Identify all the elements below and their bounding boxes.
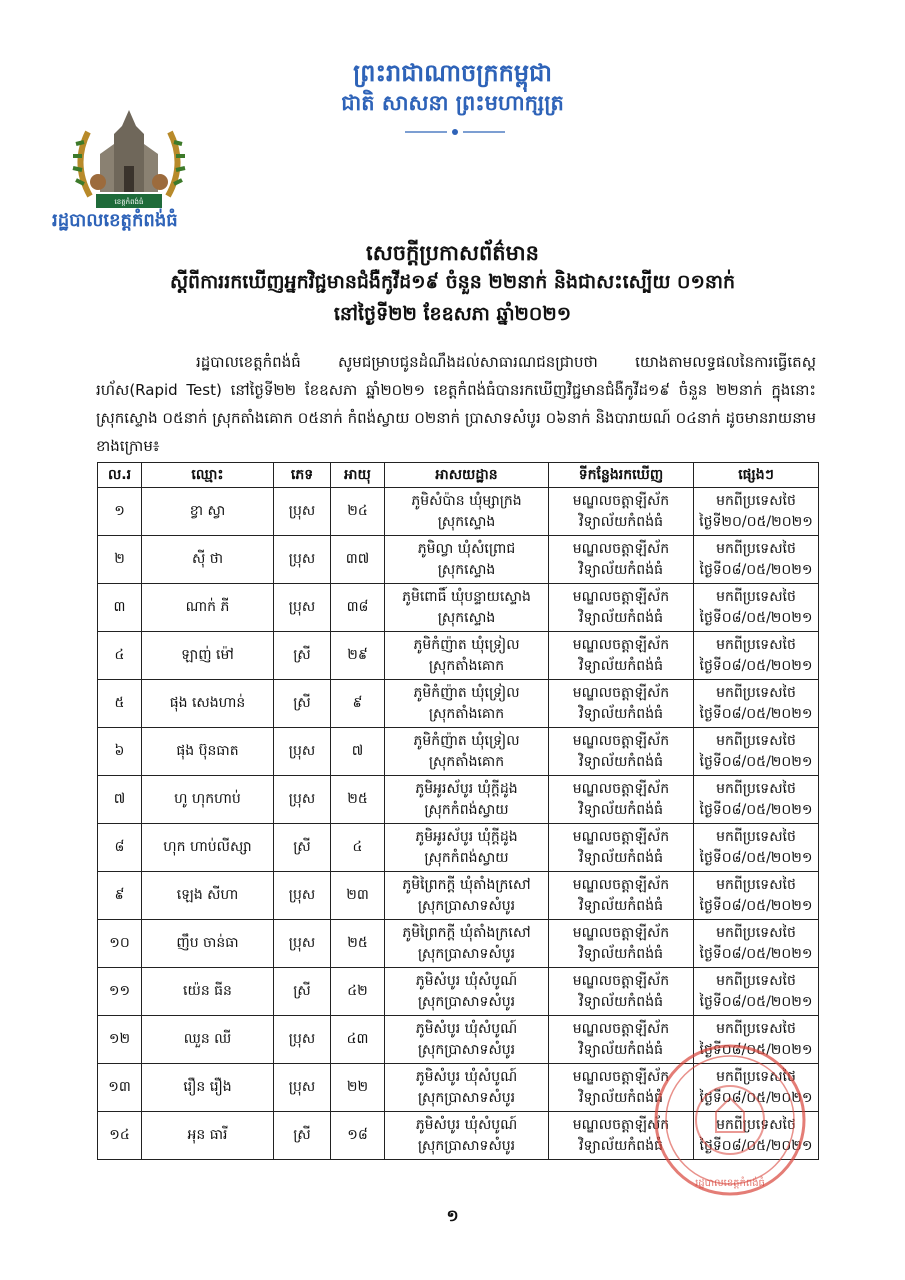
- cell-no-text: ៣: [113, 599, 126, 615]
- cell-note-text: មកពីប្រទេសថៃ: [716, 924, 796, 941]
- cell-address-text: ស្រុកតាំងគោក: [428, 705, 505, 722]
- cell-place-text: មណ្ឌលចត្តាឡីស័ក: [572, 732, 670, 749]
- cell-place-text: វិទ្យាល័យកំពង់ធំ: [579, 513, 663, 530]
- cell-address-text: ភូមិល្វា ឃុំសំព្រោជ: [417, 540, 516, 557]
- cell-place-text: វិទ្យាល័យកំពង់ធំ: [579, 945, 663, 962]
- cell-age-text: ៤៣: [346, 1031, 369, 1047]
- cell-address-text: ស្រុកស្ទោង: [437, 513, 496, 530]
- cell-note-text: ថ្ងៃទី០៨/០៥/២០២១: [699, 609, 813, 626]
- cell-age-text: ២៣: [346, 887, 369, 903]
- col-header-name: ឈ្មោះ: [142, 463, 274, 488]
- cell-age-text: ២៩: [347, 647, 368, 663]
- province-logo-icon: [70, 104, 188, 216]
- cell-address-text: ស្រុកប្រាសាទសំបូរ: [417, 897, 516, 914]
- table-row: [98, 488, 819, 536]
- cell-name-text: ហុក ហាប់លីស្សា: [163, 839, 252, 855]
- cell-no: [98, 1112, 142, 1160]
- cell-place: [549, 824, 694, 872]
- cell-address-text: ភូមិកំញ៉ាត ឃុំទ្រៀល: [413, 684, 520, 701]
- cell-age-text: ២៥: [347, 791, 368, 807]
- cell-name-text: ផុង ប៊ុនធាត: [176, 743, 239, 759]
- cell-name-text: អុន ធារី: [187, 1127, 228, 1143]
- cell-sex-text: ស្រី: [293, 983, 311, 999]
- official-stamp-icon: [650, 1040, 810, 1200]
- cell-place-text: មណ្ឌលចត្តាឡីស័ក: [572, 780, 670, 797]
- cell-place-text: វិទ្យាល័យកំពង់ធំ: [579, 753, 663, 770]
- cell-note-text: ថ្ងៃទី០៨/០៥/២០២១: [699, 849, 813, 866]
- cell-name-text: ឡាញ់ ម៉ៅ: [181, 647, 234, 663]
- cell-no: [98, 1016, 142, 1064]
- logo-caption: ខេត្តកំពង់ធំ: [114, 198, 144, 206]
- cell-no-text: ៦: [114, 743, 125, 759]
- cell-address: [385, 488, 549, 536]
- cell-sex-text: ប្រុស: [288, 935, 316, 951]
- stamp-text: រដ្ឋបាលខេត្តកំពង់ធំ: [695, 1178, 765, 1189]
- cell-sex: [274, 632, 331, 680]
- announcement-subtitle: ស្តីពីការរកឃើញអ្នកវិជ្ជមានជំងឺកូវីដ១៩ ចំនួន ២២នាក់ និងជាសះស្បើយ ០១នាក់: [169, 271, 736, 293]
- cell-place-text: មណ្ឌលចត្តាឡីស័ក: [572, 636, 670, 653]
- cell-address-text: ភូមិអូរស័បូរ ឃុំក្តីដូង: [415, 780, 518, 797]
- cell-no-text: ១៤: [109, 1127, 130, 1143]
- cell-note-text: មកពីប្រទេសថៃ: [716, 636, 796, 653]
- cell-address: [385, 1064, 549, 1112]
- cell-address-text: ស្រុកប្រាសាទសំបូរ: [417, 1041, 516, 1058]
- cell-name: [142, 872, 274, 920]
- cell-name-text: ឡេង សីហា: [176, 887, 239, 903]
- cell-address: [385, 776, 549, 824]
- cell-note-text: មកពីប្រទេសថៃ: [716, 780, 796, 797]
- cell-sex: [274, 680, 331, 728]
- cell-sex: [274, 872, 331, 920]
- cell-no-text: ១១: [108, 983, 131, 999]
- cell-sex-text: ស្រី: [293, 695, 311, 711]
- cell-place: [549, 584, 694, 632]
- cell-address-text: ភូមិសំបូរ ឃុំសំបូណ៍: [415, 1068, 518, 1085]
- cell-place-text: មណ្ឌលចត្តាឡីស័ក: [572, 1116, 670, 1133]
- cell-address-text: ភូមិអូរស័បូរ ឃុំក្តីដូង: [415, 828, 518, 845]
- cell-note-text: ថ្ងៃទី០៨/០៥/២០២១: [699, 657, 813, 674]
- cell-no-text: ៤: [114, 647, 125, 663]
- cell-note: [694, 920, 819, 968]
- cell-no: [98, 584, 142, 632]
- cell-name-text: ញឹប ចាន់ធា: [176, 935, 239, 951]
- cell-place-text: វិទ្យាល័យកំពង់ធំ: [579, 849, 663, 866]
- cell-age: [331, 1016, 385, 1064]
- cell-sex-text: ប្រុស: [288, 887, 316, 903]
- cell-age: [331, 1112, 385, 1160]
- cell-no: [98, 872, 142, 920]
- cell-address: [385, 632, 549, 680]
- cell-name: [142, 1064, 274, 1112]
- cell-address: [385, 872, 549, 920]
- cell-no: [98, 632, 142, 680]
- cell-note: [694, 968, 819, 1016]
- cell-no-text: ៨: [114, 839, 125, 855]
- cell-name-text: ហូ ហុកហាប់: [174, 791, 241, 807]
- cell-name: [142, 680, 274, 728]
- cell-address: [385, 728, 549, 776]
- col-header-note: ផ្សេងៗ: [694, 463, 819, 488]
- cell-age-text: ២២: [346, 1079, 369, 1095]
- cell-note: [694, 632, 819, 680]
- cell-age: [331, 872, 385, 920]
- cell-address-text: ភូមិសំបូរ ឃុំសំបូណ៍: [415, 1116, 518, 1133]
- cell-address-text: ភូមិកំញ៉ាត ឃុំទ្រៀល: [413, 636, 520, 653]
- cell-name: [142, 728, 274, 776]
- cell-no-text: ៩: [114, 887, 125, 903]
- cell-sex: [274, 824, 331, 872]
- cell-age-text: ៧: [351, 743, 364, 759]
- cell-sex-text: ប្រុស: [288, 1079, 316, 1095]
- cell-note-text: ថ្ងៃទី២០/០៥/២០២១: [699, 513, 813, 530]
- cell-sex-text: ស្រី: [293, 839, 311, 855]
- cell-sex: [274, 968, 331, 1016]
- cell-name: [142, 824, 274, 872]
- cell-sex: [274, 1112, 331, 1160]
- cell-sex: [274, 776, 331, 824]
- cell-place-text: មណ្ឌលចត្តាឡីស័ក: [572, 972, 670, 989]
- cell-note: [694, 824, 819, 872]
- cell-note-text: ថ្ងៃទី០៨/០៥/២០២១: [699, 801, 813, 818]
- cell-name: [142, 968, 274, 1016]
- cell-no: [98, 1064, 142, 1112]
- cell-note-text: ថ្ងៃទី០៨/០៥/២០២១: [699, 753, 813, 770]
- cell-address: [385, 920, 549, 968]
- cell-place-text: មណ្ឌលចត្តាឡីស័ក: [572, 876, 670, 893]
- cell-age-text: ៣៨: [346, 599, 369, 615]
- cell-note-text: ថ្ងៃទី០៨/០៥/២០២១: [699, 897, 813, 914]
- cell-place: [549, 920, 694, 968]
- cell-address-text: ភូមិពោធិ៍ ឃុំបន្ទាយស្ទោង: [402, 588, 531, 605]
- cell-place-text: វិទ្យាល័យកំពង់ធំ: [579, 705, 663, 722]
- cell-no-text: ១៣: [108, 1079, 131, 1095]
- cell-note-text: ថ្ងៃទី០៨/០៥/២០២១: [699, 561, 813, 578]
- cell-address-text: ភូមិកំញ៉ាត ឃុំទ្រៀល: [413, 732, 520, 749]
- cell-place: [549, 488, 694, 536]
- cell-no-text: ៧: [113, 791, 126, 807]
- table-row: [98, 968, 819, 1016]
- cell-sex-text: ប្រុស: [288, 743, 316, 759]
- cell-note-text: មកពីប្រទេសថៃ: [716, 972, 796, 989]
- cell-address: [385, 968, 549, 1016]
- cell-sex: [274, 1064, 331, 1112]
- cell-sex-text: ប្រុស: [288, 599, 316, 615]
- cell-place: [549, 536, 694, 584]
- cell-no-text: ១: [114, 503, 125, 519]
- cell-address: [385, 824, 549, 872]
- cell-note: [694, 728, 819, 776]
- table-row: [98, 824, 819, 872]
- cell-place-text: វិទ្យាល័យកំពង់ធំ: [579, 561, 663, 578]
- cell-address-text: ភូមិសំបូរ ឃុំសំបូណ៍: [415, 1020, 518, 1037]
- cell-place: [549, 968, 694, 1016]
- cell-name: [142, 536, 274, 584]
- cell-note-text: មកពីប្រទេសថៃ: [716, 828, 796, 845]
- cell-name-text: ឈួន ឈី: [183, 1031, 232, 1047]
- cell-no: [98, 776, 142, 824]
- cell-name-text: ណាក់ ភី: [185, 599, 230, 615]
- cell-place-text: មណ្ឌលចត្តាឡីស័ក: [572, 924, 670, 941]
- announcement-date: នៅថ្ងៃទី២២ ខែឧសភា ឆ្នាំ២០២១: [333, 303, 572, 325]
- cell-name-text: ស៊ី ថា: [191, 551, 224, 567]
- cell-note-text: មកពីប្រទេសថៃ: [716, 684, 796, 701]
- cell-place-text: មណ្ឌលចត្តាឡីស័ក: [572, 492, 670, 509]
- cell-sex-text: ស្រី: [293, 647, 311, 663]
- cell-place: [549, 680, 694, 728]
- cell-age-text: ៤: [352, 839, 363, 855]
- cell-age-text: ២៤: [347, 503, 368, 519]
- cell-age: [331, 536, 385, 584]
- cell-place-text: មណ្ឌលចត្តាឡីស័ក: [572, 684, 670, 701]
- table-row: [98, 536, 819, 584]
- cell-note-text: មកពីប្រទេសថៃ: [716, 1116, 796, 1133]
- cell-place-text: មណ្ឌលចត្តាឡីស័ក: [572, 1068, 670, 1085]
- cell-age-text: ៩: [352, 695, 363, 711]
- table-row: [98, 680, 819, 728]
- cell-note-text: ថ្ងៃទី០៨/០៥/២០២១: [699, 1089, 813, 1106]
- ornament-divider: [405, 128, 505, 136]
- cell-no: [98, 968, 142, 1016]
- cell-name: [142, 1112, 274, 1160]
- cell-place-text: វិទ្យាល័យកំពង់ធំ: [579, 897, 663, 914]
- cell-no-text: ១០: [109, 935, 130, 951]
- cell-place-text: មណ្ឌលចត្តាឡីស័ក: [572, 828, 670, 845]
- cell-sex: [274, 728, 331, 776]
- cell-address-text: ស្រុកតាំងគោក: [428, 753, 505, 770]
- col-header-address: អាសយដ្ឋាន: [385, 463, 549, 488]
- cell-address: [385, 1016, 549, 1064]
- cell-note: [694, 488, 819, 536]
- cell-name: [142, 1016, 274, 1064]
- cell-note-text: មកពីប្រទេសថៃ: [716, 492, 796, 509]
- page-number: ១: [446, 1206, 459, 1225]
- cell-age: [331, 488, 385, 536]
- cell-note-text: ថ្ងៃទី០៨/០៥/២០២១: [699, 1041, 813, 1058]
- col-header-age: អាយុ: [331, 463, 385, 488]
- table-row: [98, 920, 819, 968]
- col-header-sex: ភេទ: [274, 463, 331, 488]
- cell-note: [694, 584, 819, 632]
- cell-no: [98, 728, 142, 776]
- cell-no-text: ១២: [108, 1031, 131, 1047]
- col-header-place: ទីកន្លែងរកឃើញ: [549, 463, 694, 488]
- cell-age-text: ៣៧: [345, 551, 370, 567]
- cell-note: [694, 536, 819, 584]
- kingdom-heading: ព្រះរាជាណាចក្រកម្ពុជា: [353, 59, 552, 87]
- cell-no: [98, 536, 142, 584]
- cell-address-text: ស្រុកកំពង់ស្វាយ: [424, 801, 509, 818]
- cell-sex: [274, 1016, 331, 1064]
- cell-name: [142, 632, 274, 680]
- cell-age: [331, 584, 385, 632]
- cell-address-text: ស្រុកស្ទោង: [437, 609, 496, 626]
- cell-place: [549, 776, 694, 824]
- cell-no: [98, 680, 142, 728]
- cell-sex: [274, 584, 331, 632]
- cell-address-text: ស្រុកតាំងគោក: [428, 657, 505, 674]
- cell-note-text: មកពីប្រទេសថៃ: [716, 588, 796, 605]
- cell-place-text: វិទ្យាល័យកំពង់ធំ: [579, 1137, 663, 1154]
- table-row: [98, 872, 819, 920]
- cell-place-text: មណ្ឌលចត្តាឡីស័ក: [572, 1020, 670, 1037]
- cell-place: [549, 632, 694, 680]
- cell-no: [98, 920, 142, 968]
- cell-place-text: វិទ្យាល័យកំពង់ធំ: [579, 993, 663, 1010]
- announcement-body: រដ្ឋបាលខេត្តកំពង់ធំ សូមជម្រាបជូនដំណឹងដល់សាធារណជនជ្រាបថា យោងតាមលទ្ធផលនៃការធ្វើតេស្តរហ័ស(Rapid Test) នៅថ្ងៃទី២២ ខែឧសភា ឆ្នាំ២០២១ ខេត្តកំពង់ធំបានរកឃើញវិជ្ជមានជំងឺកូវីដ១៩ ចំនួន ២២នាក់ ក្នុងនោះ ស្រុកស្ទោង ០៥នាក់ ស្រុកតាំងគោក ០៥នាក់ កំពង់ស្វាយ ០២នាក់ ប្រាសាទសំបូរ ០៦នាក់ និងបារាយណ៍ ០៤នាក់ ដូចមានរាយនាមខាងក្រោម៖: [96, 353, 816, 455]
- cell-age: [331, 728, 385, 776]
- cell-address-text: ភូមិព្រៃកក្តី ឃុំតាំងក្រសៅ: [402, 876, 531, 893]
- cell-address-text: ស្រុកប្រាសាទសំបូរ: [417, 945, 516, 962]
- table-row: [98, 776, 819, 824]
- cell-name: [142, 584, 274, 632]
- cell-note-text: មកពីប្រទេសថៃ: [716, 1020, 796, 1037]
- cell-name: [142, 920, 274, 968]
- cell-no: [98, 488, 142, 536]
- cell-note: [694, 680, 819, 728]
- cell-note: [694, 776, 819, 824]
- cell-note-text: ថ្ងៃទី០៨/០៥/២០២១: [699, 705, 813, 722]
- cell-address-text: ភូមិសំបូរ ឃុំសំបូណ៍: [415, 972, 518, 989]
- table-header-row: [98, 463, 819, 488]
- cell-address-text: ស្រុកប្រាសាទសំបូរ: [417, 1089, 516, 1106]
- cell-sex-text: ប្រុស: [288, 503, 316, 519]
- cell-address: [385, 536, 549, 584]
- col-header-no: ល.រ: [98, 463, 142, 488]
- cell-place-text: វិទ្យាល័យកំពង់ធំ: [579, 609, 663, 626]
- cell-name-text: ផុង សេងហាន់: [169, 695, 246, 711]
- cell-sex: [274, 920, 331, 968]
- cell-sex-text: ប្រុស: [288, 1031, 316, 1047]
- cell-no-text: ២: [114, 551, 125, 567]
- cell-place-text: វិទ្យាល័យកំពង់ធំ: [579, 801, 663, 818]
- cell-name: [142, 488, 274, 536]
- cell-place-text: វិទ្យាល័យកំពង់ធំ: [579, 1089, 663, 1106]
- cell-note-text: មកពីប្រទេសថៃ: [716, 876, 796, 893]
- cell-note-text: មកពីប្រទេសថៃ: [716, 1068, 796, 1085]
- cell-name-text: រឿន រឿង: [183, 1079, 232, 1095]
- cell-note-text: ថ្ងៃទី០៨/០៥/២០២១: [699, 945, 813, 962]
- cell-age: [331, 824, 385, 872]
- cell-age: [331, 632, 385, 680]
- cell-note-text: មកពីប្រទេសថៃ: [716, 732, 796, 749]
- cell-note-text: ថ្ងៃទី០៨/០៥/២០២១: [699, 993, 813, 1010]
- cell-age-text: ១៨: [347, 1127, 368, 1143]
- province-admin-label: រដ្ឋបាលខេត្តកំពង់ធំ: [52, 210, 178, 231]
- cell-age: [331, 920, 385, 968]
- cell-name: [142, 776, 274, 824]
- cell-place-text: មណ្ឌលចត្តាឡីស័ក: [572, 540, 670, 557]
- cell-age: [331, 1064, 385, 1112]
- cell-address-text: ស្រុកកំពង់ស្វាយ: [424, 849, 509, 866]
- cell-address-text: ស្រុកប្រាសាទសំបូរ: [417, 993, 516, 1010]
- cell-address: [385, 1112, 549, 1160]
- table-row: [98, 632, 819, 680]
- cell-sex-text: ស្រី: [293, 1127, 311, 1143]
- cell-sex: [274, 536, 331, 584]
- cell-age: [331, 776, 385, 824]
- cell-sex: [274, 488, 331, 536]
- cell-place: [549, 728, 694, 776]
- cell-place-text: វិទ្យាល័យកំពង់ធំ: [579, 657, 663, 674]
- cell-note-text: មកពីប្រទេសថៃ: [716, 540, 796, 557]
- cell-name-text: ខ្វា ស្វា: [189, 503, 226, 519]
- table-row: [98, 584, 819, 632]
- cell-address: [385, 680, 549, 728]
- cell-address-text: ភូមិសំប៉ាន ឃុំម្សាក្រង: [411, 492, 522, 509]
- cell-age: [331, 680, 385, 728]
- table-row: [98, 728, 819, 776]
- cell-note-text: ថ្ងៃទី០៨/០៥/២០២១: [699, 1137, 813, 1154]
- cell-sex-text: ប្រុស: [288, 551, 316, 567]
- national-motto: ជាតិ សាសនា ព្រះមហាក្សត្រ: [341, 91, 564, 115]
- cell-no: [98, 824, 142, 872]
- cell-address-text: ភូមិព្រៃកក្តី ឃុំតាំងក្រសៅ: [402, 924, 531, 941]
- cell-age-text: ៤២: [347, 983, 368, 999]
- cell-sex-text: ប្រុស: [288, 791, 316, 807]
- cell-name-text: យ៉េន ធីន: [183, 983, 232, 999]
- cell-address-text: ស្រុកស្ទោង: [437, 561, 496, 578]
- cell-address: [385, 584, 549, 632]
- cell-age-text: ២៥: [347, 935, 368, 951]
- cell-no-text: ៥: [114, 695, 125, 711]
- cell-place-text: វិទ្យាល័យកំពង់ធំ: [579, 1041, 663, 1058]
- cell-age: [331, 968, 385, 1016]
- cell-note: [694, 872, 819, 920]
- cell-place: [549, 872, 694, 920]
- cell-place-text: មណ្ឌលចត្តាឡីស័ក: [572, 588, 670, 605]
- cell-address-text: ស្រុកប្រាសាទសំបូរ: [417, 1137, 516, 1154]
- announcement-title: សេចក្តីប្រកាសព័ត៌មាន: [366, 241, 539, 265]
